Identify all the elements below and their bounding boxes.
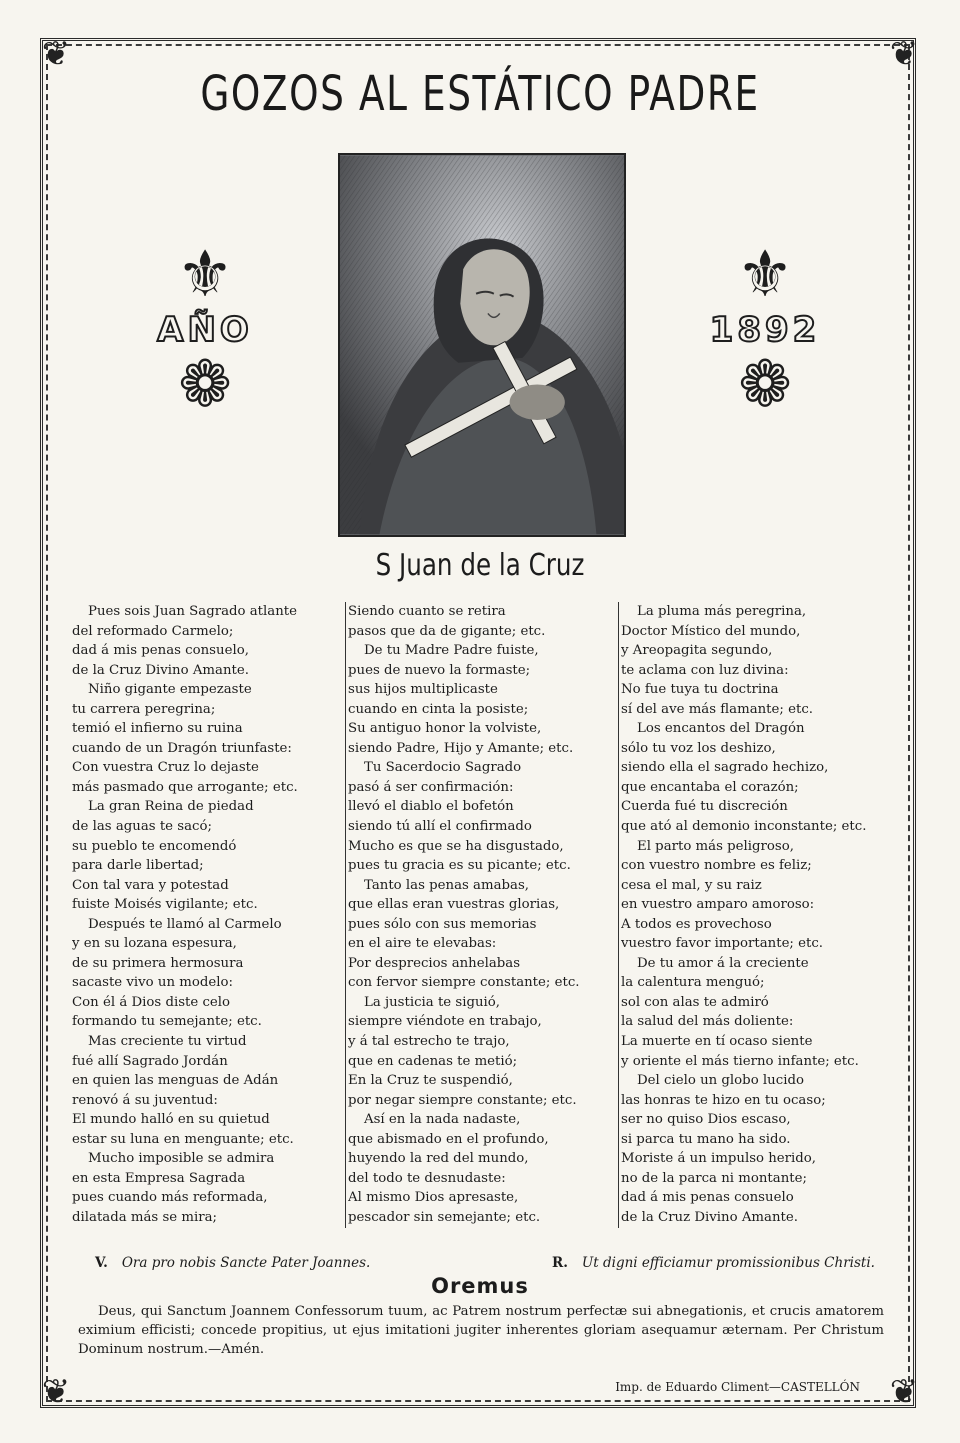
verse-line: Cuerda fué tu discreción (621, 799, 788, 815)
verse-line: y en su lozana espesura, (72, 936, 237, 952)
verse-line: pues sólo con sus memorias (348, 916, 537, 932)
verse-line: sólo tu voz los deshizo, (621, 740, 776, 756)
verse-line: Los encantos del Dragón (637, 721, 805, 737)
verse-line: Al mismo Dios apresaste, (348, 1190, 519, 1206)
verse-line: fuiste Moisés vigilante; etc. (72, 897, 258, 913)
verse-line: del todo te desnudaste: (348, 1170, 506, 1186)
verse-line: Tu Sacerdocio Sagrado (364, 760, 522, 776)
response-mark: R. (552, 1255, 568, 1271)
verse-line: en quien las menguas de Adán (72, 1073, 279, 1089)
verse-line: De tu Madre Padre fuiste, (364, 643, 539, 659)
verse-line: que encantaba el corazón; (621, 779, 799, 795)
verse-line: de la Cruz Divino Amante. (72, 662, 249, 678)
corner-flourish-icon: ❦ (41, 1372, 71, 1412)
verse-line: que abismado en el profundo, (348, 1131, 549, 1147)
verse-line: Después te llamó al Carmelo (88, 916, 282, 932)
verse-line: que ató al demonio inconstante; etc. (621, 819, 867, 835)
verse-line: La muerte en tí ocaso siente (621, 1034, 813, 1050)
verse-line: El mundo halló en su quietud (72, 1112, 270, 1128)
verse-line: formando tu semejante; etc. (72, 1014, 262, 1030)
corner-flourish-icon: ❦ (889, 1372, 919, 1412)
oremus-prayer: Deus, qui Sanctum Joannem Confessorum tuum, ac Patrem nostrum perfectæ sui abnegationis, et crucis amatorem eximium efficisti; concede propitius, ut ejus imitationi jugiter inherentes gloriam asequamur æternam. Per Christum Dominum nostrum.—Amén. (78, 1304, 884, 1357)
verse-line: renovó á su juventud: (72, 1092, 218, 1108)
verse-line: en esta Empresa Sagrada (72, 1170, 246, 1186)
verses-columns (72, 602, 872, 1242)
saint-name: S Juan de la Cruz (375, 548, 585, 583)
verse-line: Con él á Dios diste celo (72, 994, 231, 1010)
verse-line: pues de nuevo la formaste; (348, 662, 531, 678)
verse-column-3 (618, 602, 889, 1228)
year-ornament-left (140, 240, 270, 420)
scroll-ornament-icon: ❁ (738, 348, 792, 422)
verse-line: siendo ella el sagrado hechizo, (621, 760, 829, 776)
verse-column-1 (72, 602, 340, 1228)
scroll-ornament-icon: ❁ (178, 348, 232, 422)
verse-line: dad á mis penas consuelo (621, 1190, 794, 1206)
verse-line: vuestro favor importante; etc. (621, 936, 824, 952)
verse-line: Mucho es que se ha disgustado, (348, 838, 564, 854)
verse-line: Su antiguo honor la volviste, (348, 721, 542, 737)
verse-line: siendo Padre, Hijo y Amante; etc. (348, 740, 574, 756)
year-ornament-right (700, 240, 830, 420)
verse-line: de su primera hermosura (72, 955, 244, 971)
verse-line: y á tal estrecho te trajo, (348, 1034, 510, 1050)
verse-line: cuando en cinta la posiste; (348, 701, 529, 717)
verse-line: Doctor Místico del mundo, (621, 623, 801, 639)
verse-line: su pueblo te encomendó (72, 838, 237, 854)
verse-line: te aclama con luz divina: (621, 662, 789, 678)
verse-line: más pasmado que arrogante; etc. (72, 779, 298, 795)
ornament-label-ano: AÑO (157, 310, 253, 350)
verse-line: La justicia te siguió, (364, 994, 501, 1010)
verse-line: pasó á ser confirmación: (348, 779, 514, 795)
verse-line: sí del ave más flamante; etc. (621, 701, 813, 717)
verse-line: de las aguas te sacó; (72, 819, 212, 835)
response-text: Ut digni efficiamur promissionibus Christi. (581, 1255, 875, 1271)
verse-line: fué allí Sagrado Jordán (72, 1053, 228, 1069)
verse-line: Pues sois Juan Sagrado atlante (88, 604, 297, 619)
response (552, 1255, 875, 1271)
corner-flourish-icon: ❦ (41, 34, 71, 74)
scroll-ornament-icon: ⚜ (176, 238, 234, 312)
verse-line: no de la parca ni montante; (621, 1170, 807, 1186)
verse-line: sacaste vivo un modelo: (72, 975, 233, 991)
verse-line: El parto más peligroso, (637, 838, 794, 854)
page-title: GOZOS AL ESTÁTICO PADRE (200, 66, 760, 122)
verse-line: pues tu gracia es su picante; etc. (348, 858, 571, 874)
verse-line: En la Cruz te suspendió, (348, 1073, 513, 1089)
verse-line: siendo tú allí el confirmado (348, 819, 532, 835)
verse-line: que ellas eran vuestras glorias, (348, 897, 560, 913)
versicle-text: Ora pro nobis Sancte Pater Joannes. (121, 1255, 371, 1271)
verse-line: con vuestro nombre es feliz; (621, 858, 812, 874)
verse-line: y Areopagita segundo, (621, 643, 773, 659)
verse-line: Mucho imposible se admira (88, 1151, 275, 1167)
ornament-label-year: 1892 (709, 310, 821, 350)
verse-line: que en cadenas te metió; (348, 1053, 518, 1069)
verse-line: Por desprecios anhelabas (348, 955, 521, 971)
verse-line: estar su luna en menguante; etc. (72, 1131, 294, 1147)
verse-line: la salud del más doliente: (621, 1014, 794, 1030)
verse-line: tu carrera peregrina; (72, 701, 216, 717)
verse-line: en vuestro amparo amoroso: (621, 897, 815, 913)
verse-line: Mas creciente tu virtud (88, 1034, 247, 1050)
verse-line: Tanto las penas amabas, (364, 877, 530, 893)
verse-line: la calentura menguó; (621, 975, 765, 991)
verse-line: Así en la nada nadaste, (364, 1112, 521, 1128)
verse-line: Moriste á un impulso herido, (621, 1151, 817, 1167)
portrait-engraving (340, 155, 624, 535)
verse-line: sus hijos multiplicaste (348, 682, 498, 698)
verse-line: La pluma más peregrina, (637, 604, 807, 619)
versicle (95, 1255, 370, 1271)
verse-line: No fue tuya tu doctrina (621, 682, 779, 698)
verse-line: temió el infierno su ruina (72, 721, 243, 737)
verse-line: Niño gigante empezaste (88, 682, 252, 698)
verse-line: las honras te hizo en tu ocaso; (621, 1092, 826, 1108)
verse-line: sol con alas te admiró (621, 994, 769, 1010)
verse-line: La gran Reina de piedad (88, 799, 254, 815)
verse-line: Del cielo un globo lucido (637, 1073, 804, 1089)
verse-line: Con vuestra Cruz lo dejaste (72, 760, 259, 776)
verse-column-2 (345, 602, 616, 1228)
verse-line: por negar siempre constante; etc. (348, 1092, 577, 1108)
verse-line: pues cuando más reformada, (72, 1190, 268, 1206)
verse-line: huyendo la red del mundo, (348, 1151, 529, 1167)
versicle-mark: V. (95, 1255, 108, 1271)
verse-line: Siendo cuanto se retira (348, 604, 506, 619)
verse-line: de la Cruz Divino Amante. (621, 1209, 798, 1225)
oremus-heading: Oremus (431, 1274, 529, 1298)
verse-line: cesa el mal, y su raiz (621, 877, 762, 893)
verse-line: llevó el diablo el bofetón (348, 799, 514, 815)
verse-line: Con tal vara y potestad (72, 877, 229, 893)
verse-line: A todos es provechoso (621, 916, 772, 932)
verse-line: del reformado Carmelo; (72, 623, 234, 639)
scroll-ornament-icon: ⚜ (736, 238, 794, 312)
verse-line: pescador sin semejante; etc. (348, 1209, 541, 1225)
saint-portrait (338, 153, 626, 537)
verse-line: cuando de un Dragón triunfaste: (72, 740, 292, 756)
verse-line: y oriente el más tierno infante; etc. (621, 1053, 859, 1069)
verse-line: con fervor siempre constante; etc. (348, 975, 580, 991)
verse-line: en el aire te elevabas: (348, 936, 497, 952)
verse-line: dilatada más se mira; (72, 1209, 218, 1225)
verse-line: para darle libertad; (72, 858, 204, 874)
corner-flourish-icon: ❦ (889, 34, 919, 74)
verse-line: De tu amor á la creciente (637, 955, 809, 971)
verse-line: ser no quiso Dios escaso, (621, 1112, 791, 1128)
verse-line: dad á mis penas consuelo, (72, 643, 249, 659)
verse-line: si parca tu mano ha sido. (621, 1131, 791, 1147)
verse-line: pasos que da de gigante; etc. (348, 623, 546, 639)
printer-imprint: Imp. de Eduardo Climent—CASTELLÓN (615, 1380, 860, 1394)
verse-line: siempre viéndote en trabajo, (348, 1014, 542, 1030)
